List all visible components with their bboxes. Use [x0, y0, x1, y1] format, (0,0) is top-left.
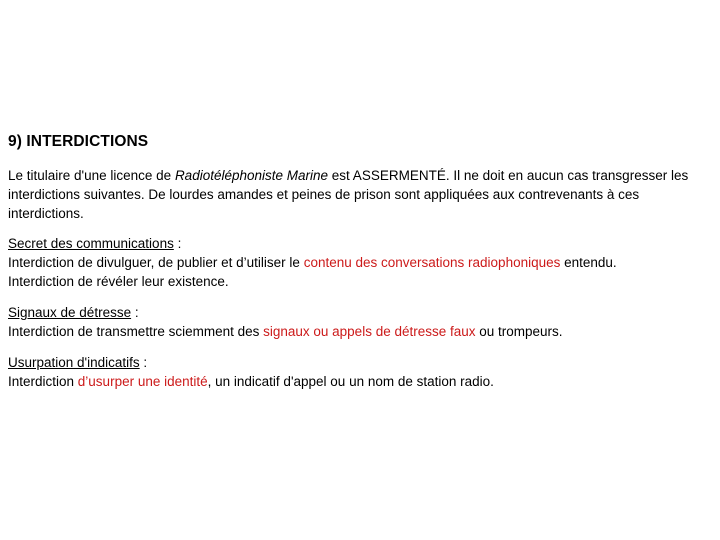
highlighted-text: d’usurper une identité — [77, 374, 208, 389]
text-segment: Interdiction de transmettre sciemment des — [8, 324, 264, 339]
section-heading-line — [8, 353, 713, 372]
section-text-line — [8, 253, 713, 272]
section-heading: Usurpation d'indicatifs — [8, 355, 140, 370]
text-segment: Interdiction — [8, 374, 78, 389]
heading-colon: : — [131, 305, 139, 320]
intro-italic-term: Radiotéléphoniste Marine — [174, 168, 329, 183]
text-segment: Interdiction de divulguer, de publier et d’utiliser le — [8, 255, 304, 270]
section-heading: Secret des communications — [8, 236, 174, 251]
text-segment: entendu. — [560, 255, 617, 270]
section-distress-signals — [8, 303, 713, 341]
section-text-line — [8, 322, 713, 341]
intro-paragraph — [8, 166, 708, 223]
section-heading: Signaux de détresse — [8, 305, 132, 320]
section-text-line — [8, 372, 713, 391]
text-segment: ou trompeurs. — [475, 324, 563, 339]
section-secret-communications — [8, 234, 713, 291]
section-text-line: Interdiction de révéler leur existence. — [8, 274, 229, 289]
section-heading-line — [8, 303, 713, 322]
intro-text-start: Le titulaire d'une licence de — [8, 168, 175, 183]
section-heading-line — [8, 234, 713, 253]
highlighted-text: signaux ou appels de détresse faux — [263, 324, 476, 339]
heading-colon: : — [173, 236, 182, 251]
text-segment: , un indicatif d'appel ou un nom de station radio. — [207, 374, 494, 389]
section-callsign-usurpation — [8, 353, 713, 391]
intro-text-end: est ASSERMENTÉ. Il ne doit en aucun cas transgresser les interdictions suivantes. De lourdes amandes et peines de prison sont appliquées aux contrevenants à ces interdictions. — [8, 168, 689, 221]
heading-colon: : — [139, 355, 148, 370]
page-title: 9) INTERDICTIONS — [8, 133, 149, 150]
highlighted-text: contenu des conversations radiophoniques — [303, 255, 561, 270]
